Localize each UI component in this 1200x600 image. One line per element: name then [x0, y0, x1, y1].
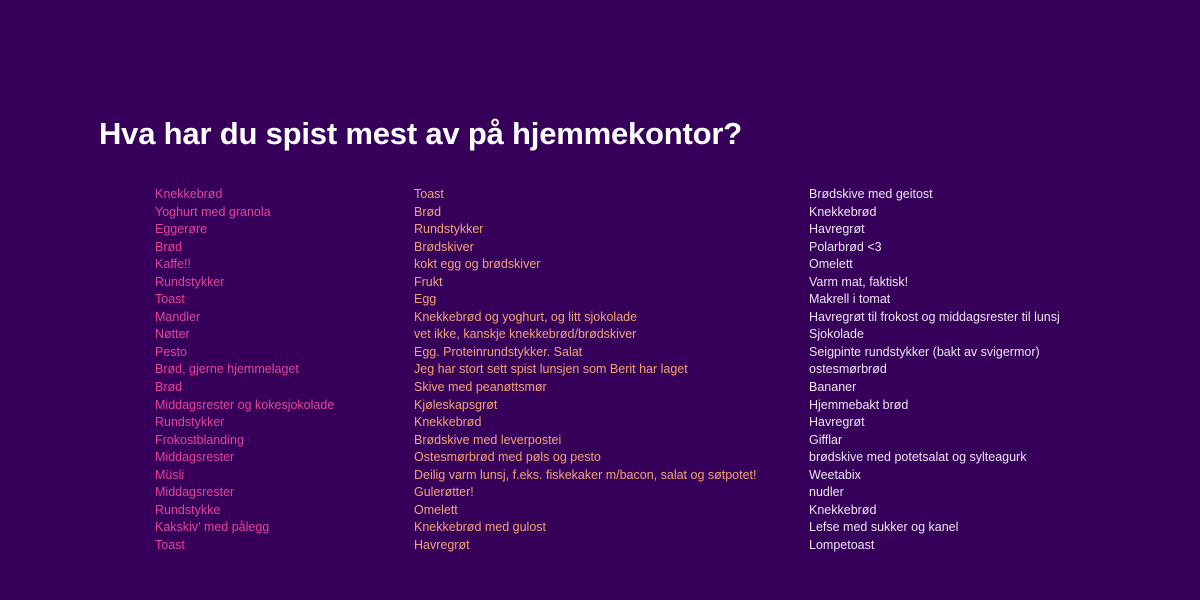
answer-item: Brødskive med geitost	[809, 187, 933, 201]
answer-item: Havregrøt til frokost og middagsrester til lunsj	[809, 309, 1060, 324]
answer-item: Gifflar	[809, 432, 843, 447]
answer-item: Eggerøre	[155, 222, 208, 237]
answer-item: Deilig varm lunsj, f.eks. fiskekaker m/bacon, salat og søtpotet!	[414, 467, 757, 482]
answer-item: kokt egg og brødskiver	[414, 257, 541, 272]
answer-item: Lompetoast	[809, 537, 875, 552]
answer-item: Knekkebrød og yoghurt, og litt sjokolade	[414, 309, 638, 324]
answer-item: Lefse med sukker og kanel	[809, 520, 959, 535]
answer-item: Havregrøt	[809, 415, 865, 430]
slide-title: Hva har du spist mest av på hjemmekontor?	[99, 116, 742, 151]
answer-item: Kaffe!!	[155, 257, 191, 272]
answer-item: Rundstykker	[155, 415, 225, 430]
answer-item: ostesmørbrød	[809, 362, 887, 377]
answer-item: Seigpinte rundstykker (bakt av svigermor)	[809, 344, 1040, 359]
answer-item: Gulerøtter!	[414, 485, 474, 500]
answer-item: Yoghurt med granola	[155, 204, 271, 219]
answer-item: Brød	[414, 204, 442, 219]
answer-item: Knekkebrød	[809, 502, 877, 517]
answer-item: Knekkebrød	[155, 187, 223, 201]
answer-item: Ostesmørbrød med pøls og pesto	[414, 450, 601, 465]
answers-column-3	[809, 186, 1060, 554]
answer-item: Brødskiver	[414, 239, 474, 254]
answer-item: Makrell i tomat	[809, 292, 891, 307]
answer-item: Rundstykker	[414, 222, 484, 237]
answer-item: Havregrøt	[414, 537, 470, 552]
answer-item: Mandler	[155, 309, 201, 324]
answer-item: Middagsrester	[155, 450, 235, 465]
answers-column-1	[155, 186, 334, 554]
answer-item: Frokostblanding	[155, 432, 244, 447]
answer-item: Müsli	[155, 467, 185, 482]
answer-item: brødskive med potetsalat og sylteagurk	[809, 450, 1027, 465]
answer-item: Nøtter	[155, 327, 190, 342]
answer-item: nudler	[809, 485, 844, 500]
answers-column-2	[414, 186, 757, 554]
answer-item: Knekkebrød med gulost	[414, 520, 547, 535]
answer-item: Toast	[155, 292, 185, 307]
answer-item: Hjemmebakt brød	[809, 397, 909, 412]
answer-item: Skive med peanøttsmør	[414, 380, 547, 395]
answer-item: Weetabix	[809, 467, 861, 482]
answer-item: Middagsrester og kokesjokolade	[155, 397, 335, 412]
answer-item: Toast	[155, 537, 185, 552]
answer-item: Sjokolade	[809, 327, 864, 342]
answer-item: Toast	[414, 187, 444, 201]
answer-item: Brød	[155, 380, 183, 395]
answer-item: Havregrøt	[809, 222, 865, 237]
answer-item: Omelett	[414, 502, 458, 517]
answer-item: Egg. Proteinrundstykker. Salat	[414, 344, 583, 359]
answer-item: Kjøleskapsgrøt	[414, 397, 498, 412]
answer-item: Brød	[155, 239, 183, 254]
answer-item: Brødskive med leverpostei	[414, 432, 562, 447]
answer-item: Rundstykke	[155, 502, 221, 517]
answer-item: Omelett	[809, 257, 853, 272]
answer-item: Varm mat, faktisk!	[809, 274, 909, 289]
answer-item: Frukt	[414, 274, 443, 289]
answer-item: Bananer	[809, 380, 857, 395]
answer-item: Brød, gjerne hjemmelaget	[155, 362, 299, 377]
answer-item: Rundstykker	[155, 274, 225, 289]
answer-item: Knekkebrød	[809, 204, 877, 219]
answer-item: vet ikke, kanskje knekkebrød/brødskiver	[414, 327, 637, 342]
answer-item: Kakskiv' med pålegg	[155, 520, 270, 535]
answer-item: Egg	[414, 292, 437, 307]
answer-item: Pesto	[155, 344, 187, 359]
answer-item: Polarbrød <3	[809, 239, 882, 254]
answer-item: Knekkebrød	[414, 415, 482, 430]
answer-item: Jeg har stort sett spist lunsjen som Berit har laget	[414, 362, 688, 377]
answer-item: Middagsrester	[155, 485, 235, 500]
